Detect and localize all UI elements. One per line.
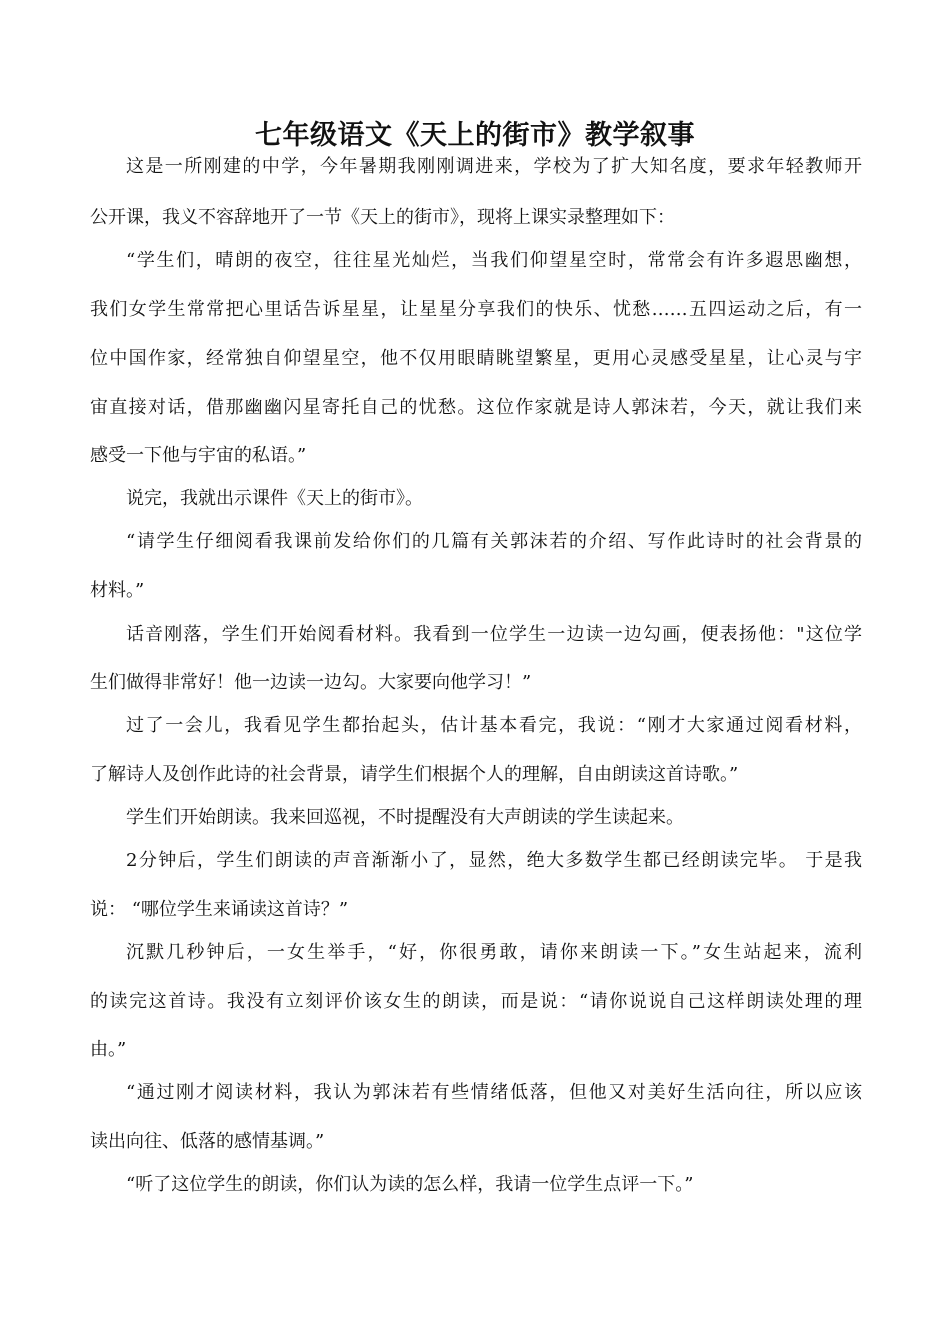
text-line: 这是一所刚建的中学，今年暑期我刚刚调进来，学校为了扩大知名度，要求年轻教师开 (126, 156, 862, 177)
text-line: 2分钟后，学生们朗读的声音渐渐小了，显然，绝大多数学生都已经朗读完毕。 于是我 (126, 850, 862, 871)
text-line: “听了这位学生的朗读，你们认为读的怎么样，我请一位学生点评一下。” (126, 1174, 694, 1195)
text-line: 宙直接对话，借那幽幽闪星寄托自己的忧愁。这位作家就是诗人郭沫若，今天，就让我们来 (90, 397, 862, 418)
text-line: 话音刚落，学生们开始阅看材料。我看到一位学生一边读一边勾画，便表扬他："这位学 (126, 624, 862, 645)
document-title: 七年级语文《天上的街市》教学叙事 (255, 120, 695, 151)
text-line: 说完，我就出示课件《天上的街市》。 (126, 488, 423, 509)
text-line: 由。” (90, 1039, 127, 1060)
text-line: 沉默几秒钟后，一女生举手，“好，你很勇敢，请你来朗读一下。”女生站起来，流利 (126, 942, 862, 963)
text-line: 生们做得非常好！他一边读一边勾。大家要向他学习！” (90, 672, 532, 693)
text-line: 学生们开始朗读。我来回巡视，不时提醒没有大声朗读的学生读起来。 (126, 807, 684, 828)
text-line: “学生们，晴朗的夜空，往往星光灿烂，当我们仰望星空时，常常会有许多遐思幽想， (126, 250, 862, 271)
text-line: 位中国作家，经常独自仰望星空，他不仅用眼睛眺望繁星，更用心灵感受星星，让心灵与宇 (90, 348, 862, 369)
text-line: 了解诗人及创作此诗的社会背景，请学生们根据个人的理解，自由朗读这首诗歌。” (90, 764, 739, 785)
text-line: 公开课，我义不容辞地开了一节《天上的街市》，现将上课实录整理如下： (90, 207, 675, 228)
text-line: 我们女学生常常把心里话告诉星星，让星星分享我们的快乐、忧愁……五四运动之后，有一 (90, 299, 862, 320)
text-line: 说： “哪位学生来诵读这首诗？” (90, 899, 349, 920)
text-line: 感受一下他与宇宙的私语。” (90, 445, 307, 466)
text-line: 材料。” (90, 580, 145, 601)
text-line: “通过刚才阅读材料，我认为郭沫若有些情绪低落，但他又对美好生活向往，所以应该 (126, 1082, 862, 1103)
text-line: 读出向往、低落的感情基调。” (90, 1131, 325, 1152)
text-line: “请学生仔细阅看我课前发给你们的几篇有关郭沫若的介绍、写作此诗时的社会背景的 (126, 531, 862, 552)
text-line: 的读完这首诗。我没有立刻评价该女生的朗读，而是说：“请你说说自己这样朗读处理的理 (90, 991, 862, 1012)
text-line: 过了一会儿，我看见学生都抬起头，估计基本看完，我说：“刚才大家通过阅看材料， (126, 715, 862, 736)
